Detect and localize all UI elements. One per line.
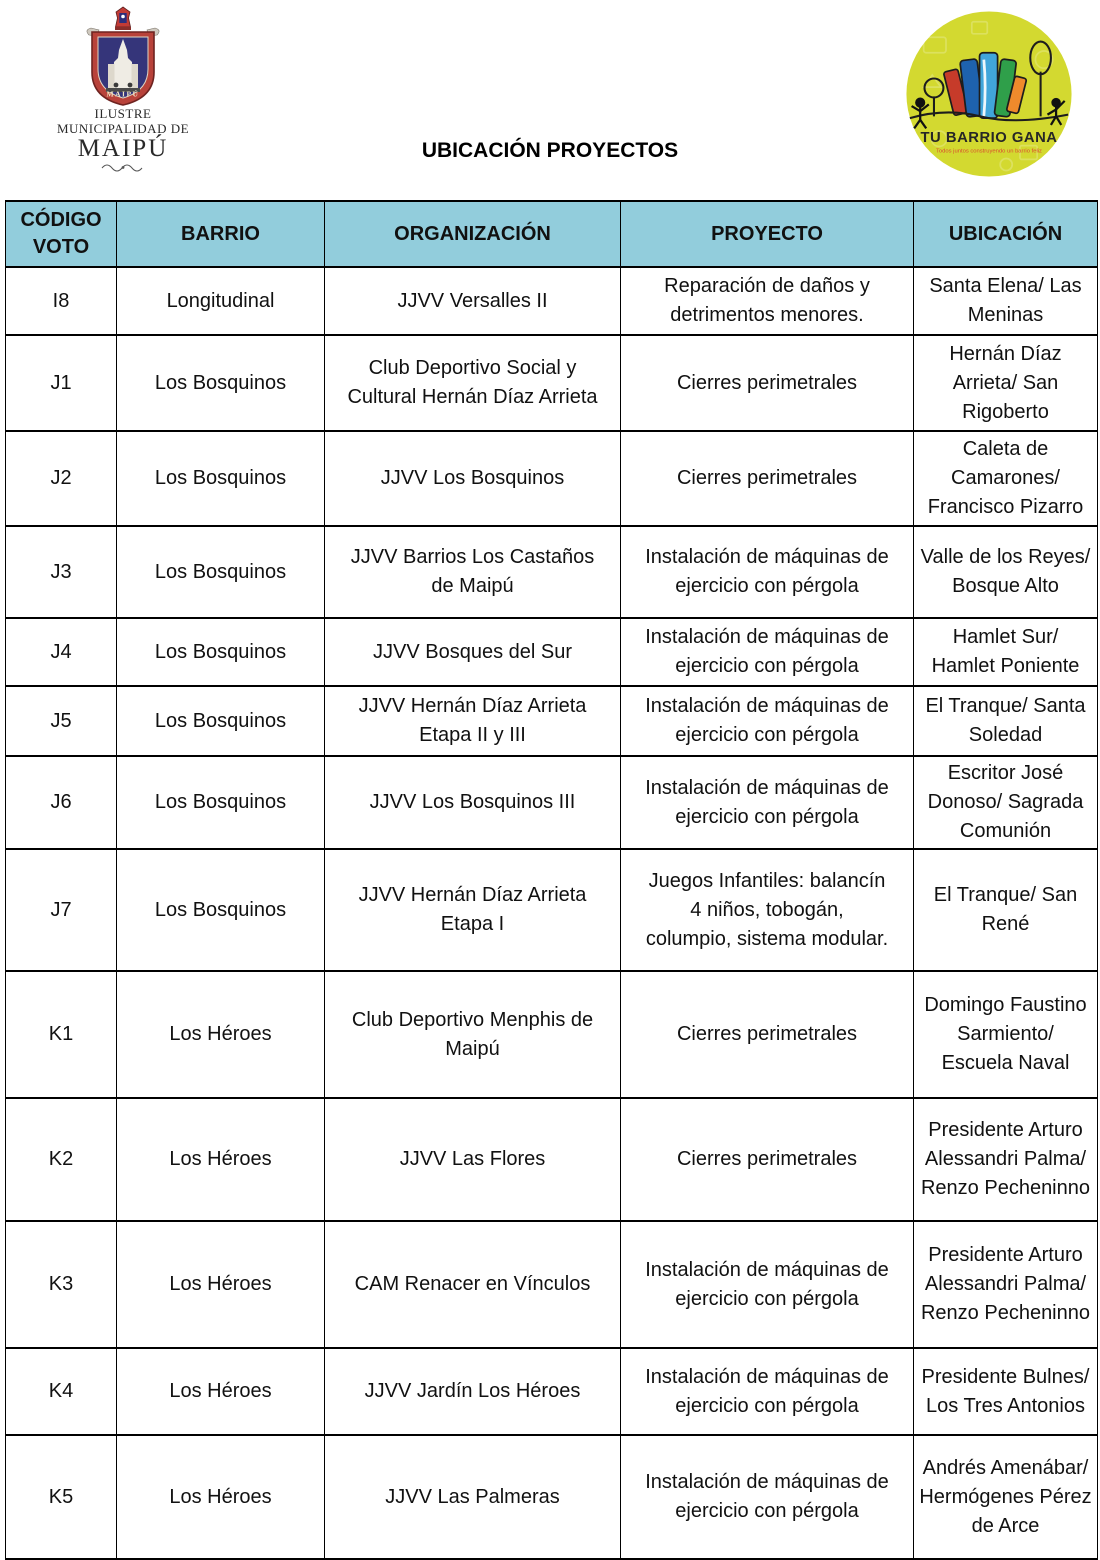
- cell-ubicacion: Escritor José Donoso/ Sagrada Comunión: [914, 756, 1098, 849]
- cell-proyecto: Instalación de máquinas de ejercicio con pérgola: [621, 686, 914, 756]
- tbg-title-text: TU BARRIO GANA: [920, 130, 1058, 147]
- cell-organizacion: JJVV Las Palmeras: [325, 1435, 621, 1559]
- table-row: [6, 756, 1098, 849]
- cell-proyecto: Instalación de máquinas de ejercicio con pérgola: [621, 526, 914, 618]
- cell-barrio: Los Héroes: [117, 1348, 325, 1435]
- table-row: [6, 1435, 1098, 1559]
- cell-ubicacion: Presidente Arturo Alessandri Palma/ Renzo Pecheninno: [914, 1098, 1098, 1221]
- cell-proyecto: Instalación de máquinas de ejercicio con pérgola: [621, 756, 914, 849]
- cell-codigo: J5: [6, 686, 117, 756]
- table-row: [6, 335, 1098, 431]
- tu-barrio-gana-logo: [903, 8, 1075, 180]
- cell-barrio: Los Héroes: [117, 1435, 325, 1559]
- cell-barrio: Los Bosquinos: [117, 618, 325, 686]
- cell-codigo: K5: [6, 1435, 117, 1559]
- table-row: [6, 267, 1098, 335]
- cell-codigo: J1: [6, 335, 117, 431]
- crest-flourish-icon: [100, 163, 146, 172]
- cell-ubicacion: Presidente Arturo Alessandri Palma/ Renzo Pecheninno: [914, 1221, 1098, 1348]
- table-row: [6, 1348, 1098, 1435]
- cell-codigo: J7: [6, 849, 117, 971]
- cell-barrio: Los Bosquinos: [117, 756, 325, 849]
- cell-codigo: K4: [6, 1348, 117, 1435]
- cell-ubicacion: Andrés Amenábar/ Hermógenes Pérez de Arce: [914, 1435, 1098, 1559]
- maipu-municipality-logo: [56, 6, 190, 172]
- cell-organizacion: JJVV Hernán Díaz Arrieta Etapa II y III: [325, 686, 621, 756]
- document-header: [0, 0, 1100, 200]
- cell-proyecto: Instalación de máquinas de ejercicio con pérgola: [621, 1348, 914, 1435]
- cell-organizacion: Club Deportivo Menphis de Maipú: [325, 971, 621, 1098]
- crest-banner-text: MAIPÚ: [106, 89, 140, 99]
- cell-organizacion: JJVV Los Bosquinos III: [325, 756, 621, 849]
- cell-codigo: J2: [6, 431, 117, 526]
- cell-barrio: Los Bosquinos: [117, 686, 325, 756]
- cell-barrio: Los Bosquinos: [117, 431, 325, 526]
- cell-proyecto: Instalación de máquinas de ejercicio con pérgola: [621, 1435, 914, 1559]
- cell-ubicacion: Hamlet Sur/ Hamlet Poniente: [914, 618, 1098, 686]
- cell-organizacion: JJVV Versalles II: [325, 267, 621, 335]
- cell-barrio: Los Héroes: [117, 1098, 325, 1221]
- cell-proyecto: Cierres perimetrales: [621, 335, 914, 431]
- table-row: [6, 686, 1098, 756]
- cell-codigo: J3: [6, 526, 117, 618]
- cell-barrio: Los Bosquinos: [117, 526, 325, 618]
- table-row: [6, 1098, 1098, 1221]
- cell-organizacion: JJVV Jardín Los Héroes: [325, 1348, 621, 1435]
- cell-organizacion: JJVV Los Bosquinos: [325, 431, 621, 526]
- column-header-ubicacion: UBICACIÓN: [914, 201, 1098, 267]
- column-header-codigo-voto: CÓDIGO VOTO: [6, 201, 117, 267]
- cell-organizacion: JJVV Las Flores: [325, 1098, 621, 1221]
- cell-barrio: Los Bosquinos: [117, 335, 325, 431]
- cell-proyecto: Reparación de daños y detrimentos menores.: [621, 267, 914, 335]
- cell-codigo: J6: [6, 756, 117, 849]
- table-row: [6, 618, 1098, 686]
- table-row: [6, 526, 1098, 618]
- table-row: [6, 431, 1098, 526]
- cell-organizacion: JJVV Barrios Los Castaños de Maipú: [325, 526, 621, 618]
- tu-barrio-gana-icon: [903, 8, 1075, 180]
- cell-codigo: K2: [6, 1098, 117, 1221]
- maipu-crest-icon: [73, 6, 173, 106]
- cell-proyecto: Cierres perimetrales: [621, 971, 914, 1098]
- cell-barrio: Longitudinal: [117, 267, 325, 335]
- crest-text-line2: MUNICIPALIDAD DE: [56, 121, 190, 136]
- cell-barrio: Los Héroes: [117, 1221, 325, 1348]
- cell-barrio: Los Héroes: [117, 971, 325, 1098]
- cell-barrio: Los Bosquinos: [117, 849, 325, 971]
- column-header-barrio: BARRIO: [117, 201, 325, 267]
- crest-text-line1: ILUSTRE: [94, 106, 152, 121]
- crest-text-line3: MAIPÚ: [77, 135, 169, 162]
- table-row: [6, 1221, 1098, 1348]
- tbg-tagline-text: Todos juntos construyendo un barrio feliz: [936, 148, 1042, 155]
- cell-ubicacion: Valle de los Reyes/ Bosque Alto: [914, 526, 1098, 618]
- cell-codigo: K1: [6, 971, 117, 1098]
- cell-proyecto: Instalación de máquinas de ejercicio con pérgola: [621, 618, 914, 686]
- column-header-organizacion: ORGANIZACIÓN: [325, 201, 621, 267]
- cell-organizacion: JJVV Hernán Díaz Arrieta Etapa I: [325, 849, 621, 971]
- cell-organizacion: Club Deportivo Social y Cultural Hernán Díaz Arrieta: [325, 335, 621, 431]
- cell-codigo: J4: [6, 618, 117, 686]
- cell-organizacion: CAM Renacer en Vínculos: [325, 1221, 621, 1348]
- cell-ubicacion: Caleta de Camarones/ Francisco Pizarro: [914, 431, 1098, 526]
- table-header-row: [6, 201, 1098, 267]
- cell-proyecto: Cierres perimetrales: [621, 431, 914, 526]
- cell-proyecto: Instalación de máquinas de ejercicio con pérgola: [621, 1221, 914, 1348]
- table-row: [6, 849, 1098, 971]
- cell-proyecto: Juegos Infantiles: balancín 4 niños, tobogán, columpio, sistema modular.: [621, 849, 914, 971]
- table-row: [6, 971, 1098, 1098]
- cell-ubicacion: El Tranque/ Santa Soledad: [914, 686, 1098, 756]
- cell-ubicacion: Domingo Faustino Sarmiento/ Escuela Naval: [914, 971, 1098, 1098]
- cell-ubicacion: El Tranque/ San René: [914, 849, 1098, 971]
- projects-table: [5, 200, 1098, 1560]
- page-title: UBICACIÓN PROYECTOS: [421, 139, 679, 162]
- cell-proyecto: Cierres perimetrales: [621, 1098, 914, 1221]
- cell-codigo: I8: [6, 267, 117, 335]
- column-header-proyecto: PROYECTO: [621, 201, 914, 267]
- cell-ubicacion: Santa Elena/ Las Meninas: [914, 267, 1098, 335]
- cell-ubicacion: Hernán Díaz Arrieta/ San Rigoberto: [914, 335, 1098, 431]
- cell-codigo: K3: [6, 1221, 117, 1348]
- cell-organizacion: JJVV Bosques del Sur: [325, 618, 621, 686]
- cell-ubicacion: Presidente Bulnes/ Los Tres Antonios: [914, 1348, 1098, 1435]
